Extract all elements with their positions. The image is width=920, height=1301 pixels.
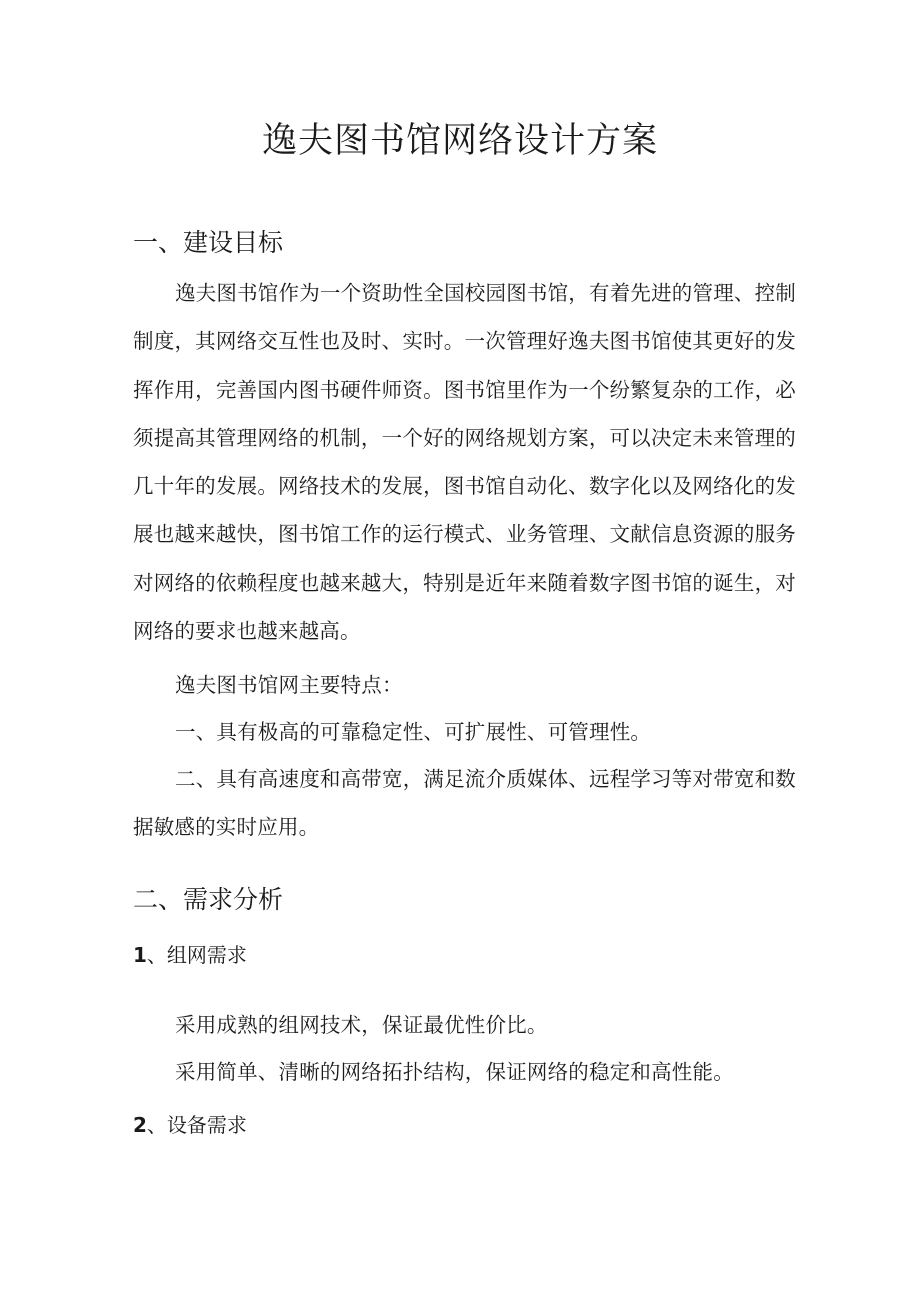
features-label: 逸夫图书馆网主要特点：: [175, 673, 403, 697]
goals-paragraph: 逸夫图书馆作为一个资助性全国校园图书馆，有着先进的管理、控制制度，其网络交互性也及时、实时。一次管理好逸夫图书馆使其更好的发挥作用，完善国内图书硬件师资。图书馆里作为一个纷繁复杂的工作，必须提高其管理网络的机制，一个好的网络规划方案，可以决定未来管理的几十年的发展。网络技术的发展，图书馆自动化、数字化以及网络化的发展也越来越快，图书馆工作的运行模式、业务管理、文献信息资源的服务对网络的依赖程度也越来越大，特别是近年来随着数字图书馆的诞生，对网络的要求也越来越高。: [133, 281, 796, 644]
subsection-heading-networking: [133, 941, 247, 969]
subsection-label: 、组网需求: [146, 943, 247, 967]
feature-item-1: 一、具有极高的可靠稳定性、可扩展性、可管理性。: [175, 720, 652, 744]
feature-item-2: 二、具有高速度和高带宽，满足流介质媒体、远程学习等对带宽和数据敏感的实时应用。: [133, 767, 796, 839]
networking-requirement-1: 采用成熟的组网技术，保证最优性价比。: [175, 1013, 548, 1037]
subsection-label: 、设备需求: [146, 1113, 247, 1137]
document-title: 逸夫图书馆网络设计方案: [261, 121, 658, 161]
section-heading-requirements: 二、需求分析: [133, 885, 284, 914]
subsection-number: 1: [133, 943, 147, 967]
section-heading-goals: 一、建设目标: [133, 228, 284, 257]
networking-requirement-2: 采用简单、清晰的网络拓扑结构，保证网络的稳定和高性能。: [175, 1060, 734, 1084]
subsection-heading-equipment: [133, 1111, 247, 1139]
subsection-number: 2: [133, 1113, 147, 1137]
